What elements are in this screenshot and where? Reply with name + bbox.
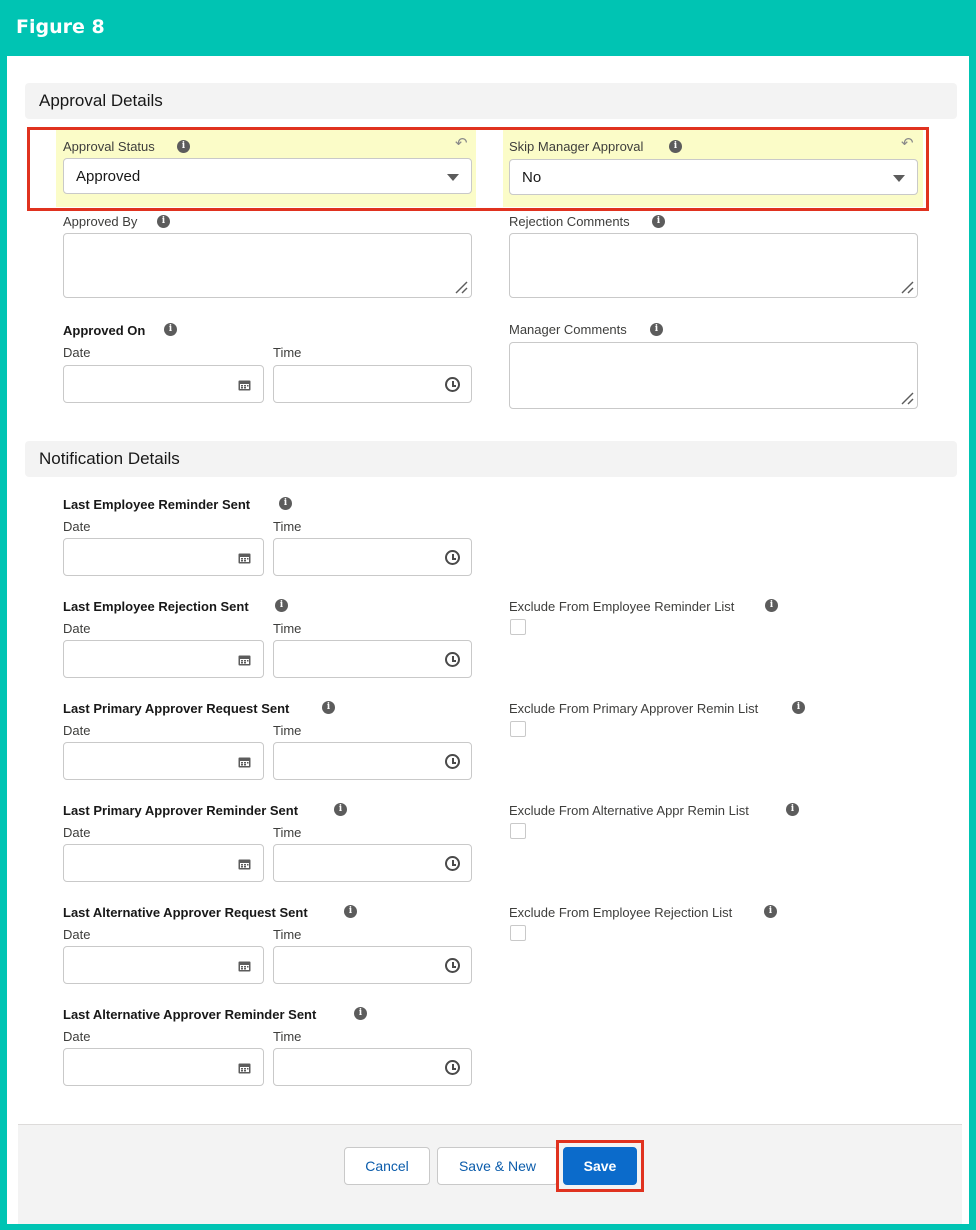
time-input[interactable] [273,946,472,984]
record-edit-panel [7,56,969,1224]
chevron-down-icon [447,174,459,181]
approved-on-label: Approved On [63,323,146,338]
field-label: Last Alternative Approver Reminder Sent [63,1007,317,1022]
info-icon[interactable]: i [334,803,347,816]
time-label: Time [273,723,302,738]
approved-by-field[interactable] [63,233,472,298]
time-label: Time [273,345,302,360]
info-icon[interactable]: i [157,215,170,228]
time-label: Time [273,621,302,636]
callout-highlight-box [556,1140,644,1192]
time-label: Time [273,1029,302,1044]
approved-on-date-input[interactable] [63,365,264,403]
info-icon[interactable]: i [652,215,665,228]
resize-grip-icon[interactable] [900,280,914,294]
save-button[interactable]: Save [563,1147,637,1185]
field-label: Last Primary Approver Request Sent [63,701,290,716]
date-input[interactable] [63,1048,264,1086]
info-icon[interactable]: i [275,599,288,612]
section-title: Approval Details [39,91,163,110]
clock-icon[interactable] [445,377,460,392]
approved-by-label: Approved By [63,214,138,229]
time-input[interactable] [273,1048,472,1086]
info-icon[interactable]: i [764,905,777,918]
time-label: Time [273,519,302,534]
calendar-icon[interactable] [238,1062,251,1074]
rejection-comments-label: Rejection Comments [509,214,630,229]
date-label: Date [63,345,91,360]
field-label: Last Alternative Approver Request Sent [63,905,308,920]
exclude-primary-approver-checkbox[interactable] [510,721,526,737]
checkbox-label: Exclude From Alternative Appr Remin List [509,803,749,818]
chevron-down-icon [893,175,905,182]
date-input[interactable] [63,946,264,984]
date-label: Date [63,621,91,636]
clock-icon[interactable] [445,652,460,667]
clock-icon[interactable] [445,1060,460,1075]
checkbox-label: Exclude From Employee Reminder List [509,599,735,614]
date-label: Date [63,927,91,942]
field-label: Last Primary Approver Reminder Sent [63,803,299,818]
resize-grip-icon[interactable] [900,391,914,405]
figure-title: Figure 8 [16,16,105,38]
checkbox-label: Exclude From Primary Approver Remin List [509,701,759,716]
clock-icon[interactable] [445,754,460,769]
clock-icon[interactable] [445,856,460,871]
checkbox-label: Exclude From Employee Rejection List [509,905,733,920]
figure-header [0,0,976,56]
exclude-employee-reminder-checkbox[interactable] [510,619,526,635]
time-input[interactable] [273,640,472,678]
info-icon[interactable]: i [765,599,778,612]
info-icon[interactable]: i [354,1007,367,1020]
skip-manager-approval-select[interactable] [509,159,918,195]
info-icon[interactable]: i [279,497,292,510]
calendar-icon[interactable] [238,858,251,870]
section-header-notification-details[interactable] [25,441,957,477]
time-input[interactable] [273,742,472,780]
skip-manager-approval-label: Skip Manager Approval [509,139,644,154]
clock-icon[interactable] [445,550,460,565]
calendar-icon[interactable] [238,379,251,391]
calendar-icon[interactable] [238,552,251,564]
exclude-alternative-approver-checkbox[interactable] [510,823,526,839]
rejection-comments-field[interactable] [509,233,918,298]
clock-icon[interactable] [445,958,460,973]
modal-footer [18,1124,962,1224]
info-icon[interactable]: i [650,323,663,336]
selected-value: No [522,169,542,186]
info-icon[interactable]: i [164,323,177,336]
manager-comments-field[interactable] [509,342,918,409]
info-icon[interactable]: i [344,905,357,918]
time-input[interactable] [273,844,472,882]
exclude-employee-rejection-checkbox[interactable] [510,925,526,941]
info-icon[interactable]: i [322,701,335,714]
date-label: Date [63,723,91,738]
date-input[interactable] [63,538,264,576]
save-and-new-button[interactable]: Save & New [437,1147,558,1185]
info-icon[interactable]: i [177,140,190,153]
approval-status-select[interactable] [63,158,472,194]
approved-on-time-input[interactable] [273,365,472,403]
date-input[interactable] [63,844,264,882]
calendar-icon[interactable] [238,654,251,666]
time-label: Time [273,927,302,942]
date-label: Date [63,519,91,534]
date-label: Date [63,825,91,840]
info-icon[interactable]: i [792,701,805,714]
date-input[interactable] [63,640,264,678]
cancel-button[interactable]: Cancel [344,1147,430,1185]
calendar-icon[interactable] [238,960,251,972]
undo-icon[interactable]: ↶ [901,135,914,152]
selected-value: Approved [76,168,141,185]
resize-grip-icon[interactable] [454,280,468,294]
time-label: Time [273,825,302,840]
time-input[interactable] [273,538,472,576]
calendar-icon[interactable] [238,756,251,768]
field-label: Last Employee Reminder Sent [63,497,251,512]
approval-status-label: Approval Status [63,139,155,154]
section-header-approval-details[interactable] [25,83,957,119]
section-title: Notification Details [39,449,180,468]
date-input[interactable] [63,742,264,780]
manager-comments-label: Manager Comments [509,322,627,337]
info-icon[interactable]: i [669,140,682,153]
info-icon[interactable]: i [786,803,799,816]
undo-icon[interactable]: ↶ [455,135,468,152]
field-label: Last Employee Rejection Sent [63,599,249,614]
date-label: Date [63,1029,91,1044]
